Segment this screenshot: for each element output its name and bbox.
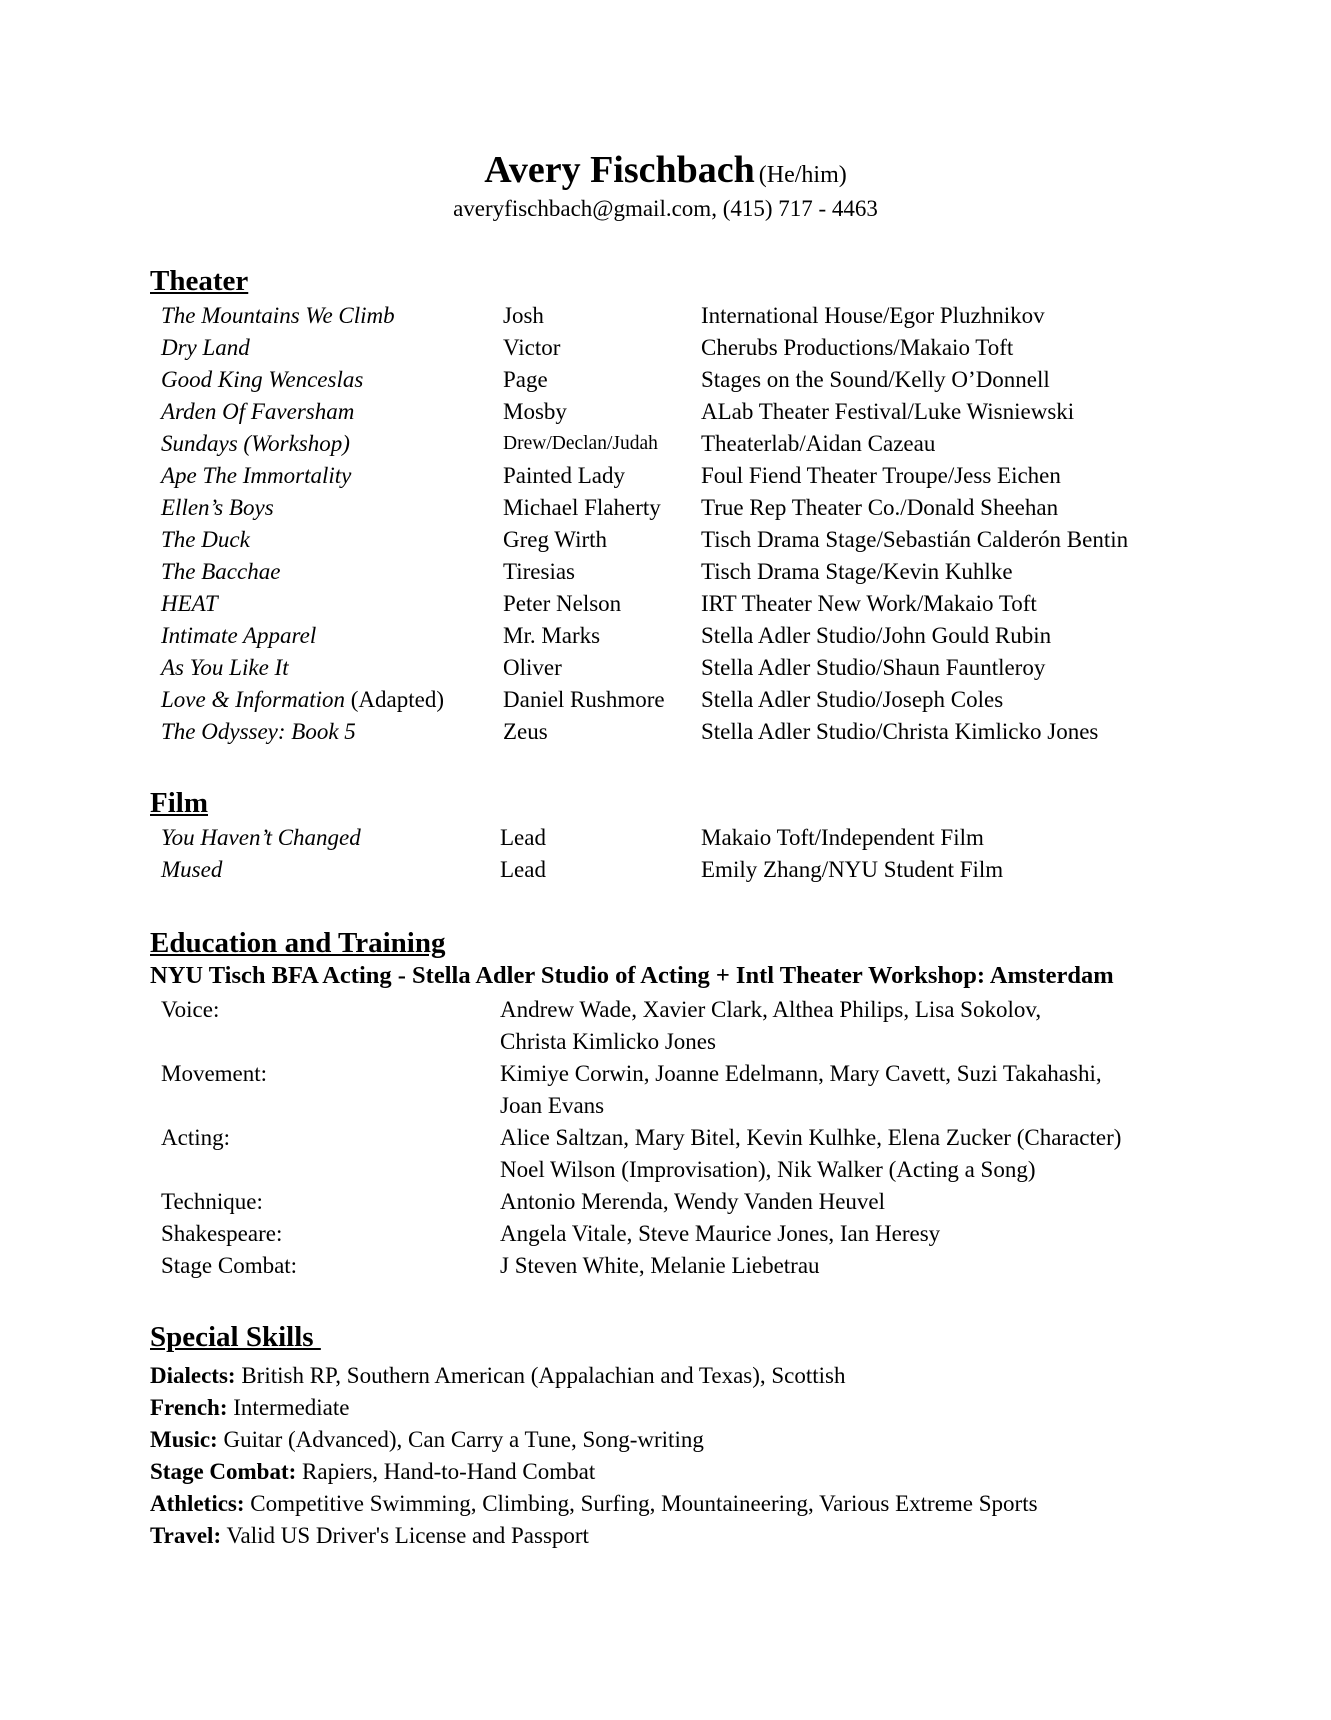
skill-value: Valid US Driver's License and Passport	[221, 1523, 589, 1548]
show-title: Sundays (Workshop)	[161, 431, 350, 456]
instructors-line: Noel Wilson (Improvisation), Nik Walker (Acting a Song)	[500, 1157, 1036, 1182]
credit-row	[0, 684, 1331, 716]
instructors	[500, 1122, 1331, 1186]
role: Victor	[503, 335, 561, 360]
skill-item	[150, 1456, 1038, 1488]
skill-key: Music:	[150, 1427, 218, 1452]
role: Peter Nelson	[503, 591, 622, 616]
training-row	[0, 1058, 1331, 1122]
skill-value: British RP, Southern American (Appalachian and Texas), Scottish	[235, 1363, 846, 1388]
instructors-line: Christa Kimlicko Jones	[500, 1029, 716, 1054]
training-label: Technique:	[161, 1189, 263, 1214]
instructors	[500, 1058, 1331, 1122]
training-row	[0, 1218, 1331, 1250]
show-title: Dry Land	[161, 335, 250, 360]
training-row	[0, 1250, 1331, 1282]
actor-name: Avery Fischbach	[484, 149, 755, 191]
show-title: Intimate Apparel	[161, 623, 317, 648]
show-title: The Mountains We Climb	[161, 303, 395, 328]
company-director: Tisch Drama Stage/Sebastián Calderón Bentin	[701, 527, 1129, 552]
company-director: Stages on the Sound/Kelly O’Donnell	[701, 367, 1050, 392]
credit-row	[0, 396, 1331, 428]
credit-row	[0, 854, 1331, 886]
role: Tiresias	[503, 559, 575, 584]
instructors-line: Joan Evans	[500, 1093, 605, 1118]
credit-row	[0, 556, 1331, 588]
role: Lead	[500, 857, 546, 882]
role: Zeus	[503, 719, 548, 744]
film-credits	[0, 822, 1331, 886]
skill-item	[150, 1392, 1038, 1424]
company-director: True Rep Theater Co./Donald Sheehan	[701, 495, 1059, 520]
training-label: Acting:	[161, 1125, 230, 1150]
training-label: Shakespeare:	[161, 1221, 283, 1246]
training-row	[0, 1186, 1331, 1218]
show-title: Love & Information	[161, 687, 345, 712]
name-line	[0, 148, 1331, 192]
instructors-line: Kimiye Corwin, Joanne Edelmann, Mary Cavett, Suzi Takahashi,	[500, 1061, 1102, 1086]
credit-row	[0, 428, 1331, 460]
role: Daniel Rushmore	[503, 687, 665, 712]
skill-item	[150, 1360, 1038, 1392]
film-title: You Haven’t Changed	[161, 825, 361, 850]
instructors-line: Antonio Merenda, Wendy Vanden Heuvel	[500, 1189, 886, 1214]
show-title: HEAT	[161, 591, 218, 616]
training-row	[0, 994, 1331, 1058]
show-title-wrap	[161, 684, 444, 716]
instructors-line: Angela Vitale, Steve Maurice Jones, Ian Heresy	[500, 1221, 941, 1246]
show-title: Ape The Immortality	[161, 463, 352, 488]
skills-list	[150, 1360, 1038, 1552]
director-production: Makaio Toft/Independent Film	[701, 825, 984, 850]
credit-row	[0, 620, 1331, 652]
company-director: Foul Fiend Theater Troupe/Jess Eichen	[701, 463, 1061, 488]
show-title: The Bacchae	[161, 559, 281, 584]
role: Painted Lady	[503, 463, 625, 488]
show-title: Arden Of Faversham	[161, 399, 355, 424]
company-director: IRT Theater New Work/Makaio Toft	[701, 591, 1037, 616]
skill-value: Rapiers, Hand-to-Hand Combat	[296, 1459, 596, 1484]
skill-key: Dialects:	[150, 1363, 236, 1388]
company-director: Stella Adler Studio/John Gould Rubin	[701, 623, 1052, 648]
skill-key: Athletics:	[150, 1491, 245, 1516]
instructors-line: J Steven White, Melanie Liebetrau	[500, 1253, 820, 1278]
company-director: International House/Egor Pluzhnikov	[701, 303, 1045, 328]
training-list	[0, 994, 1331, 1282]
company-director: Theaterlab/Aidan Cazeau	[701, 431, 936, 456]
role: Mosby	[503, 399, 567, 424]
role: Michael Flaherty	[503, 495, 661, 520]
resume-header	[0, 148, 1331, 224]
role: Mr. Marks	[503, 623, 601, 648]
education-heading: Education and Training	[150, 927, 446, 959]
theater-credits	[0, 300, 1331, 748]
skill-value: Competitive Swimming, Climbing, Surfing, Mountaineering, Various Extreme Sports	[244, 1491, 1038, 1516]
skill-value: Guitar (Advanced), Can Carry a Tune, Song-writing	[217, 1427, 704, 1452]
skill-value: Intermediate	[227, 1395, 350, 1420]
instructors-line: Andrew Wade, Xavier Clark, Althea Philips, Lisa Sokolov,	[500, 997, 1042, 1022]
contact-info: averyfischbach@gmail.com, (415) 717 - 4463	[453, 196, 878, 221]
credit-row	[0, 300, 1331, 332]
credit-row	[0, 822, 1331, 854]
instructors	[500, 1250, 1331, 1282]
skill-key: Travel:	[150, 1523, 222, 1548]
credit-row	[0, 652, 1331, 684]
credit-row	[0, 588, 1331, 620]
role: Page	[503, 367, 548, 392]
credit-row	[0, 364, 1331, 396]
company-director: Stella Adler Studio/Christa Kimlicko Jones	[701, 719, 1099, 744]
film-title: Mused	[161, 857, 223, 882]
show-title: The Duck	[161, 527, 250, 552]
role: Drew/Declan/Judah	[503, 433, 658, 454]
training-label: Stage Combat:	[161, 1253, 298, 1278]
role: Greg Wirth	[503, 527, 608, 552]
show-title-note: (Adapted)	[345, 687, 444, 712]
training-row	[0, 1122, 1331, 1186]
training-label: Voice:	[161, 997, 220, 1022]
pronouns: (He/him)	[758, 162, 847, 188]
credit-row	[0, 492, 1331, 524]
role: Josh	[503, 303, 544, 328]
skill-item	[150, 1424, 1038, 1456]
director-production: Emily Zhang/NYU Student Film	[701, 857, 1004, 882]
role: Lead	[500, 825, 546, 850]
degree-program: NYU Tisch BFA Acting - Stella Adler Studio of Acting + Intl Theater Workshop: Amsterdam	[150, 962, 1114, 989]
show-title: Ellen’s Boys	[161, 495, 274, 520]
instructors	[500, 1218, 1331, 1250]
skill-item	[150, 1520, 1038, 1552]
skill-key: French:	[150, 1395, 228, 1420]
theater-heading: Theater	[150, 265, 249, 297]
company-director: Tisch Drama Stage/Kevin Kuhlke	[701, 559, 1013, 584]
skills-heading: Special Skills	[150, 1321, 321, 1353]
company-director: ALab Theater Festival/Luke Wisniewski	[701, 399, 1075, 424]
credit-row	[0, 524, 1331, 556]
instructors	[500, 1186, 1331, 1218]
company-director: Stella Adler Studio/Shaun Fauntleroy	[701, 655, 1046, 680]
training-label: Movement:	[161, 1061, 268, 1086]
credit-row	[0, 460, 1331, 492]
show-title: Good King Wenceslas	[161, 367, 364, 392]
film-heading: Film	[150, 787, 208, 819]
role: Oliver	[503, 655, 562, 680]
show-title: The Odyssey: Book 5	[161, 719, 356, 744]
company-director: Cherubs Productions/Makaio Toft	[701, 335, 1014, 360]
skill-item	[150, 1488, 1038, 1520]
skill-key: Stage Combat:	[150, 1459, 297, 1484]
instructors	[500, 994, 1331, 1058]
show-title: As You Like It	[161, 655, 289, 680]
credit-row	[0, 332, 1331, 364]
instructors-line: Alice Saltzan, Mary Bitel, Kevin Kulhke, Elena Zucker (Character)	[500, 1125, 1122, 1150]
company-director: Stella Adler Studio/Joseph Coles	[701, 687, 1004, 712]
credit-row	[0, 716, 1331, 748]
